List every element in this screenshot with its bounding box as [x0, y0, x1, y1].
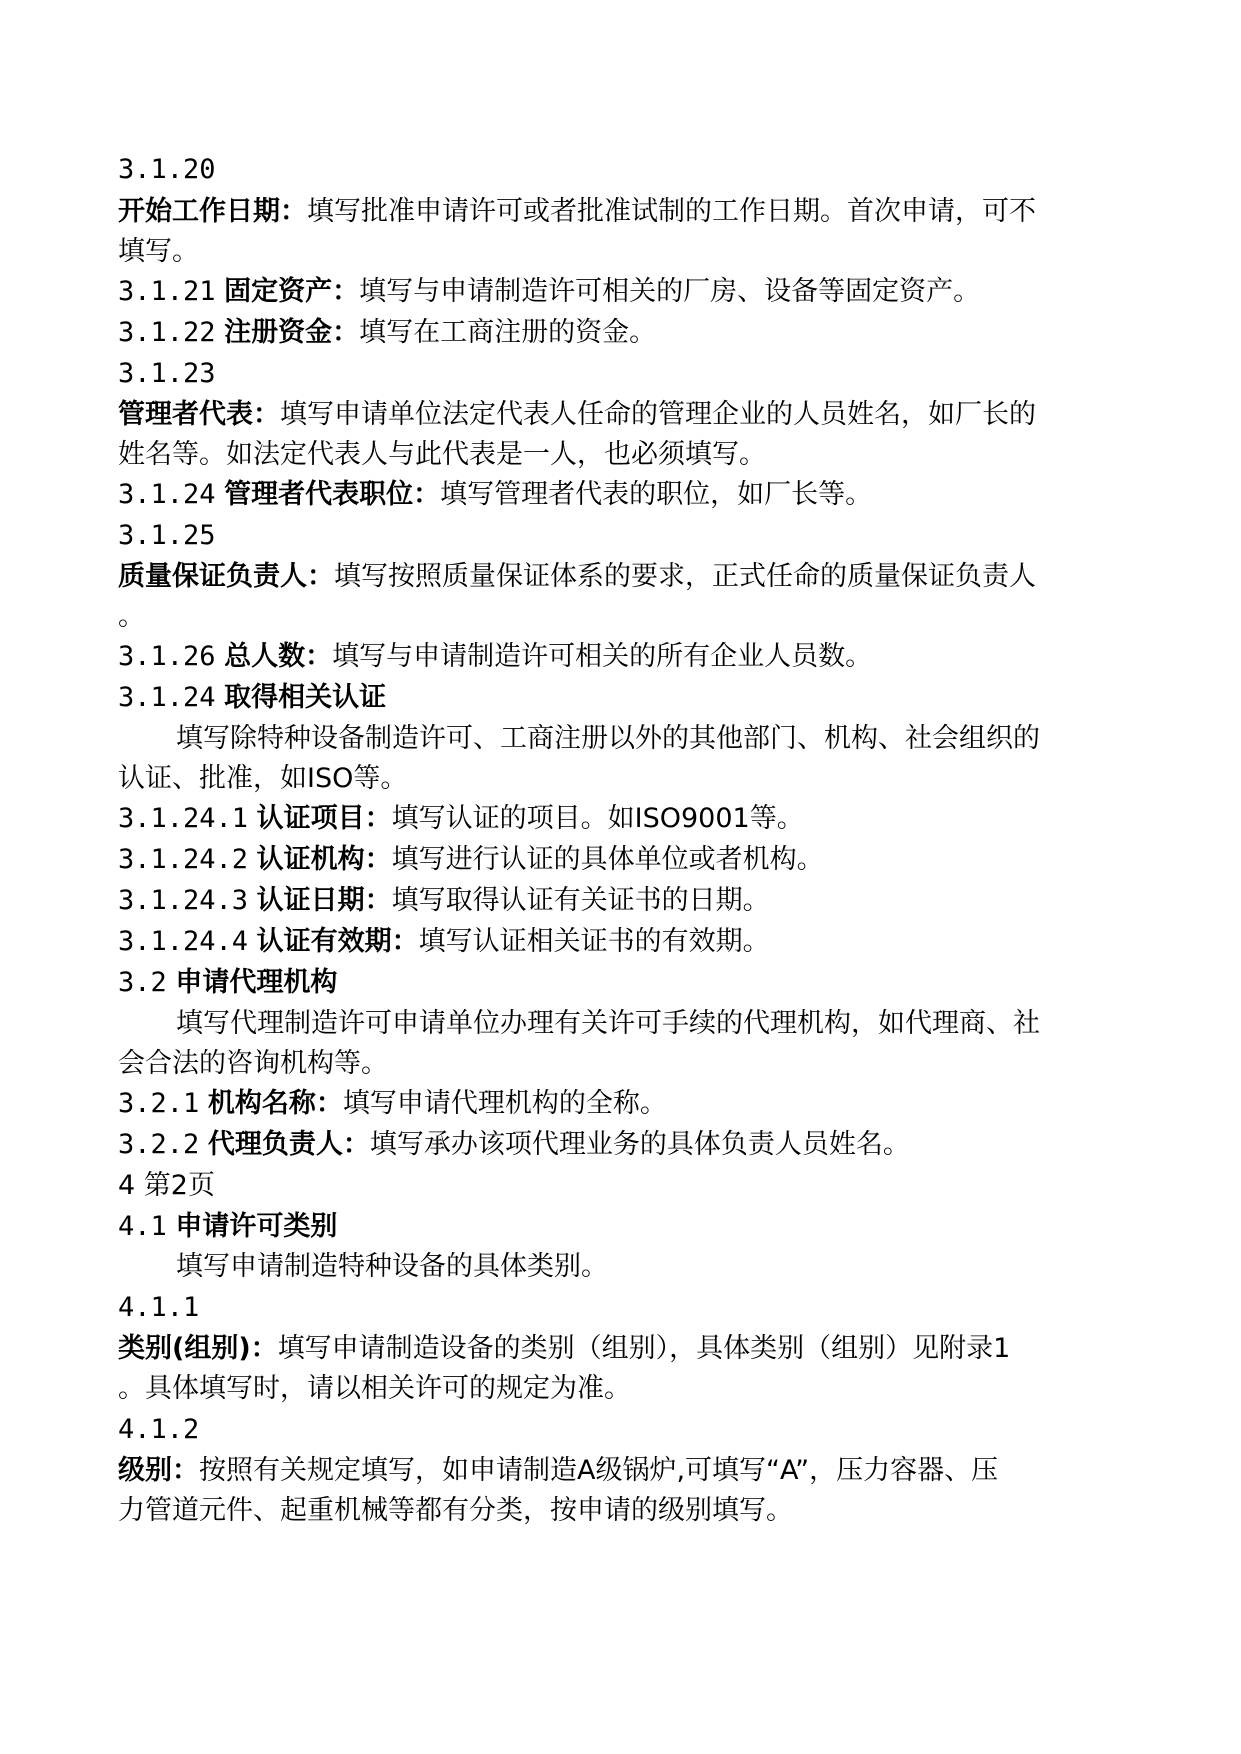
- term-label: 认证项目：: [256, 803, 392, 834]
- paragraph-line: [118, 1128, 1128, 1162]
- term-description: 填写与申请制造许可相关的所有企业人员数。: [332, 641, 873, 672]
- paragraph-line: [118, 560, 1128, 594]
- section-number: 3.1.24.1: [118, 803, 249, 834]
- section-number: 3.1.26: [118, 641, 216, 672]
- section-number: 4.1.2: [118, 1414, 200, 1445]
- section-number: 3.1.24.2: [118, 844, 249, 875]
- term-description: 填写取得认证有关证书的日期。: [391, 885, 770, 916]
- term-description: 填写在工商注册的资金。: [359, 317, 657, 348]
- section-number: 3.2: [118, 967, 167, 998]
- section-number: 3.2.2: [118, 1129, 200, 1160]
- section-title: 取得相关认证: [224, 682, 387, 713]
- term-label: 认证有效期：: [256, 926, 419, 957]
- term-description: 填写进行认证的具体单位或者机构。: [391, 844, 824, 875]
- paragraph-line: [118, 398, 1128, 432]
- section-number: 3.1.23: [118, 358, 216, 389]
- term-description: 填写认证的项目。如ISO9001等。: [391, 803, 804, 834]
- paragraph-line: 填写申请制造特种设备的具体类别。: [176, 1251, 608, 1282]
- paragraph-line: 。具体填写时，请以相关许可的规定为准。: [118, 1373, 631, 1404]
- term-label: 类别(组别)：: [118, 1333, 278, 1364]
- term-label: 认证机构：: [256, 844, 392, 875]
- paragraph-line: 填写。: [118, 236, 199, 267]
- section-number: 3.2.1: [118, 1088, 200, 1119]
- term-label: 注册资金：: [224, 317, 360, 348]
- section-number: 4.1.1: [118, 1292, 200, 1323]
- section-heading: [118, 966, 1128, 1000]
- paragraph-line: [118, 195, 1128, 229]
- term-label: 质量保证负责人：: [118, 561, 334, 592]
- term-label: 机构名称：: [207, 1088, 343, 1119]
- section-number: 3.1.24: [118, 682, 216, 713]
- paragraph-line: 填写除特种设备制造许可、工商注册以外的其他部门、机构、社会组织的: [176, 723, 1040, 754]
- section-number: 4.1: [118, 1211, 167, 1242]
- term-label: 代理负责人：: [207, 1129, 370, 1160]
- paragraph-line: [118, 275, 1128, 309]
- term-description: 填写申请代理机构的全称。: [342, 1088, 667, 1119]
- paragraph-line: [118, 884, 1128, 918]
- term-description: 填写认证相关证书的有效期。: [418, 926, 770, 957]
- term-description: 填写申请制造设备的类别（组别），具体类别（组别）见附录1: [277, 1333, 1011, 1364]
- paragraph-line: [118, 843, 1128, 877]
- paragraph-line: 会合法的咨询机构等。: [118, 1048, 388, 1079]
- paragraph-line: 。: [118, 601, 145, 632]
- term-label: 总人数：: [224, 641, 333, 672]
- term-description: 填写批准申请许可或者批准试制的工作日期。首次申请，可不: [307, 196, 1036, 227]
- paragraph-line: [118, 478, 1128, 512]
- section-number: 3.1.20: [118, 154, 216, 185]
- paragraph-line: 填写代理制造许可申请单位办理有关许可手续的代理机构，如代理商、社: [176, 1008, 1040, 1039]
- section-number: 3.1.25: [118, 520, 216, 551]
- section-number: 3.1.22: [118, 317, 216, 348]
- term-description: 填写承办该项代理业务的具体负责人员姓名。: [369, 1129, 910, 1160]
- section-heading: [118, 681, 1128, 715]
- section-number: 3.1.21: [118, 276, 216, 307]
- paragraph-line: [118, 1087, 1128, 1121]
- paragraph-line: 力管道元件、起重机械等都有分类，按申请的级别填写。: [118, 1495, 793, 1526]
- term-label: 管理者代表：: [118, 399, 280, 430]
- section-title: 申请代理机构: [175, 967, 338, 998]
- term-label: 认证日期：: [256, 885, 392, 916]
- term-label: 固定资产：: [224, 276, 360, 307]
- term-label: 管理者代表职位：: [224, 479, 441, 510]
- paragraph-line: [118, 1454, 1128, 1488]
- section-title: 申请许可类别: [175, 1211, 338, 1242]
- chapter-heading: 4 第2页: [118, 1170, 215, 1201]
- section-number: 3.1.24.4: [118, 926, 249, 957]
- paragraph-line: [118, 802, 1128, 836]
- paragraph-line: [118, 925, 1128, 959]
- term-description: 填写管理者代表的职位，如厂长等。: [440, 479, 873, 510]
- term-description: 按照有关规定填写，如申请制造A级锅炉,可填写“A”，压力容器、压: [199, 1455, 999, 1486]
- term-label: 级别：: [118, 1455, 199, 1486]
- term-label: 开始工作日期：: [118, 196, 307, 227]
- term-description: 填写申请单位法定代表人任命的管理企业的人员姓名，如厂长的: [280, 399, 1036, 430]
- paragraph-line: 认证、批准，如ISO等。: [118, 763, 408, 794]
- paragraph-line: [118, 1332, 1128, 1366]
- section-number: 3.1.24.3: [118, 885, 249, 916]
- paragraph-line: [118, 316, 1128, 350]
- term-description: 填写与申请制造许可相关的厂房、设备等固定资产。: [359, 276, 981, 307]
- section-heading: [118, 1210, 1128, 1244]
- term-description: 填写按照质量保证体系的要求，正式任命的质量保证负责人: [334, 561, 1036, 592]
- paragraph-line: 姓名等。如法定代表人与此代表是一人，也必须填写。: [118, 439, 766, 470]
- section-number: 3.1.24: [118, 479, 216, 510]
- paragraph-line: [118, 640, 1128, 674]
